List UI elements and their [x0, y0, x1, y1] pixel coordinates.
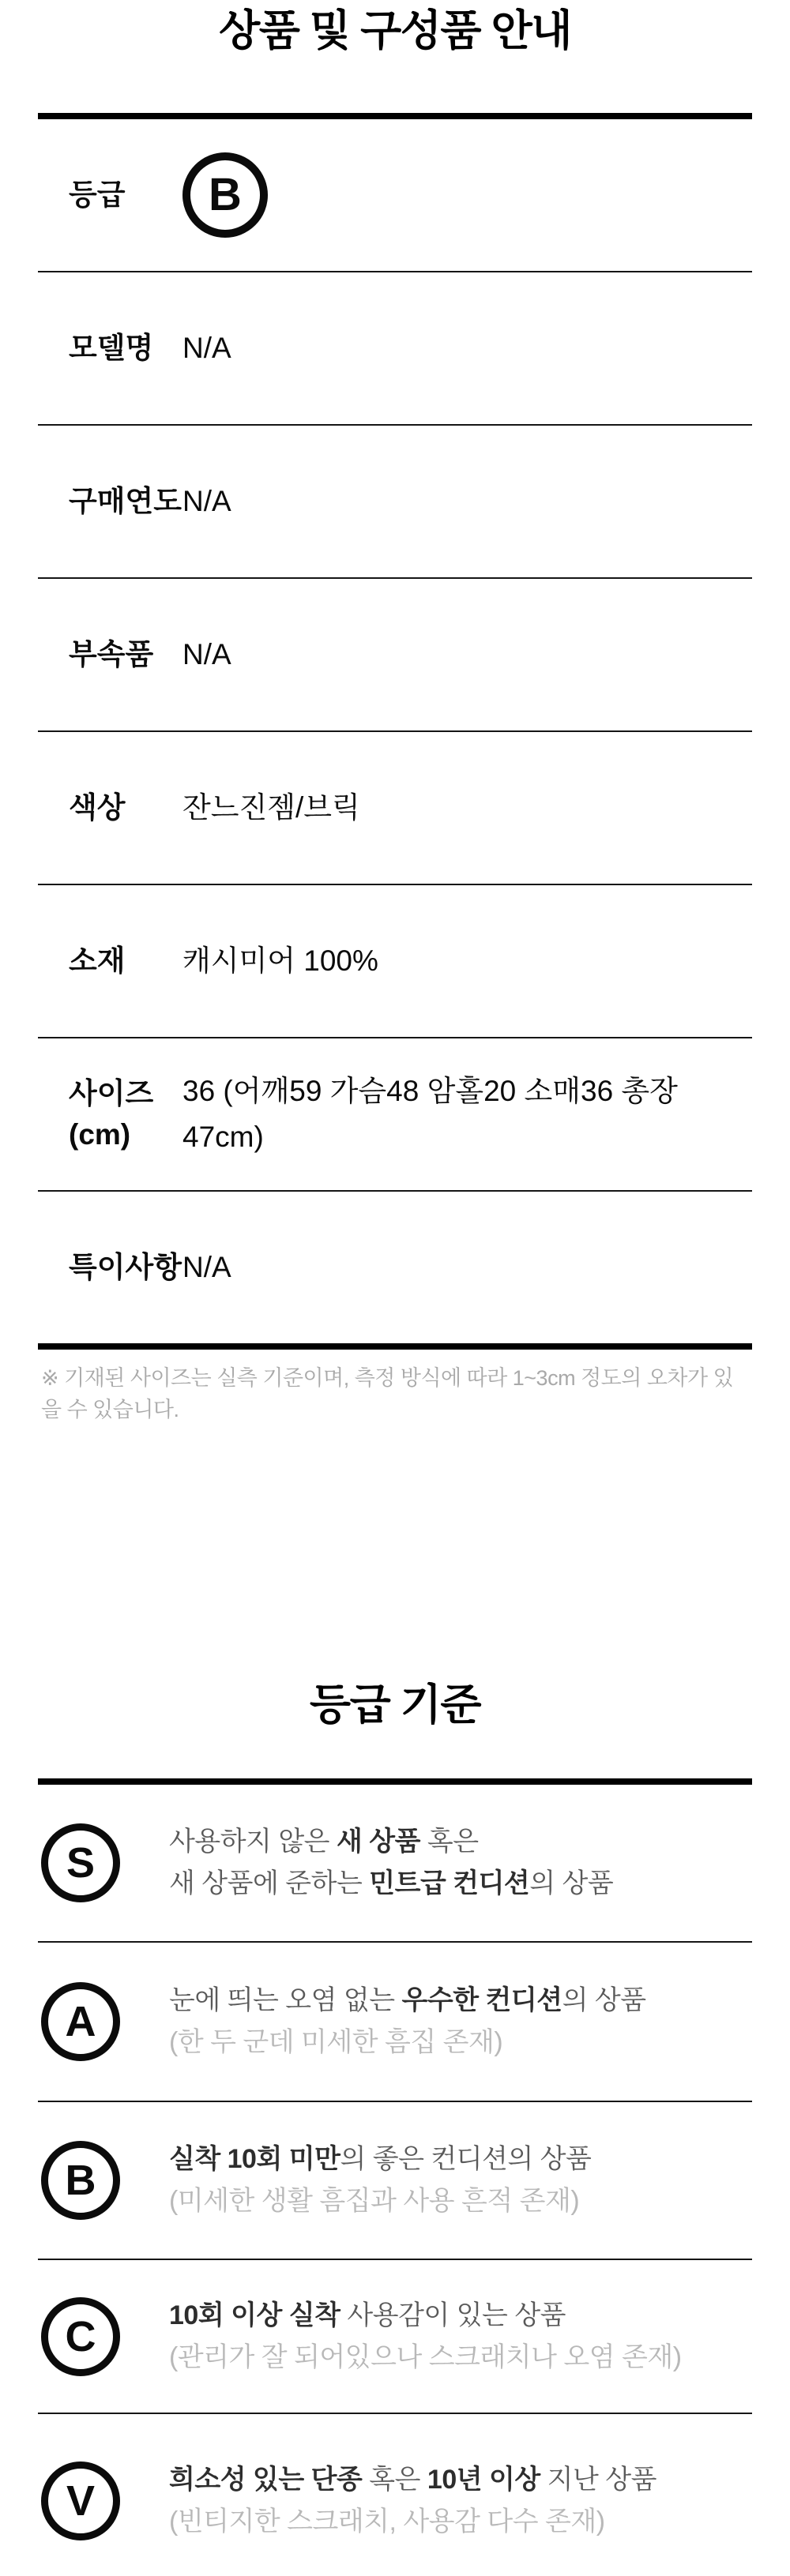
grade-sub-line: (관리가 잘 되어있으나 스크래치나 오염 존재) [169, 2341, 682, 2372]
emphasized-text: 우수한 컨디션 [401, 1985, 562, 2015]
grade-letter: B [65, 2157, 96, 2204]
size-disclaimer-footnote: ※ 기재된 사이즈는 실측 기준이며, 측정 방식에 따라 1~3cm 정도의 오차가 있을 수 있습니다. [41, 1366, 734, 1421]
grade-row-v [38, 2413, 752, 2576]
grade-description [169, 2295, 682, 2379]
spec-value: N/A [182, 332, 231, 364]
divider-thick-table-bottom [38, 1343, 752, 1350]
spec-row-purchase-year [38, 424, 752, 577]
grade-description [169, 2459, 656, 2543]
spec-label: 소재 [69, 944, 126, 977]
grade-sub-line: (한 두 군데 미세한 흠집 존재) [169, 2027, 503, 2057]
emphasized-text: 10회 이상 실착 [169, 2300, 340, 2330]
grade-desc-line [169, 1821, 613, 1863]
regular-text: 사용하지 않은 [169, 1827, 337, 1857]
spec-label: 사이즈 (cm) [69, 1077, 154, 1151]
regular-text: 의 좋은 컨디션의 상품 [340, 2144, 592, 2174]
grade-badge-letter: B [209, 169, 242, 220]
grade-row-s [38, 1785, 752, 1941]
regular-text: 의 상품 [562, 1985, 646, 2015]
grade-row-a [38, 1941, 752, 2101]
grade-description [169, 2139, 591, 2222]
spec-label: 부속품 [69, 638, 154, 670]
regular-text: 사용감이 있는 상품 [340, 2300, 566, 2330]
spec-value: N/A [182, 638, 231, 670]
spec-label: 모델명 [69, 332, 154, 364]
product-info-title: 상품 및 구성품 안내 [219, 7, 571, 54]
spec-value: 잔느진젬/브릭 [182, 791, 360, 824]
divider-thick-grades-top [38, 1778, 752, 1785]
spec-value: 36 (어깨59 가슴48 암홀20 소매36 총장 47cm) [182, 1075, 678, 1153]
grade-s-circle-icon [41, 1823, 120, 1902]
grade-b-circle-icon [41, 2141, 120, 2220]
content-column [38, 0, 752, 2576]
regular-text: 새 상품에 준하는 [169, 1868, 370, 1898]
grade-c-circle-icon [41, 2297, 120, 2376]
spec-row-color [38, 730, 752, 884]
spec-label: 구매연도 [69, 485, 182, 517]
emphasized-text: 새 상품 [336, 1827, 420, 1857]
grade-desc-line [169, 1863, 613, 1905]
grade-letter: S [66, 1839, 96, 1887]
grade-a-circle-icon [41, 1982, 120, 2061]
grade-v-circle-icon [41, 2461, 120, 2540]
spec-table [38, 119, 752, 1343]
grade-letter: A [65, 1998, 96, 2045]
emphasized-text: 희소성 있는 단종 [169, 2465, 363, 2495]
spec-row-model [38, 271, 752, 424]
spec-row-size [38, 1037, 752, 1190]
grade-desc-line [169, 1980, 646, 2022]
regular-text: 눈에 띄는 오염 없는 [169, 1985, 402, 2015]
grade-desc-line [169, 2459, 656, 2501]
spec-row-material [38, 884, 752, 1037]
regular-text: 혹은 [419, 1827, 479, 1857]
emphasized-text: 10년 이상 [427, 2465, 540, 2495]
grade-desc-line [169, 2295, 682, 2337]
spec-row-accessories [38, 577, 752, 730]
spec-label: 등급 [69, 178, 126, 211]
grade-sub-line: (미세한 생활 흠집과 사용 흔적 존재) [169, 2186, 580, 2216]
grade-row-b [38, 2101, 752, 2259]
grade-letter: C [65, 2312, 96, 2360]
grade-badge-circle-icon [182, 152, 268, 238]
grade-sub-line: (빈티지한 스크래치, 사용감 다수 존재) [169, 2507, 605, 2537]
grade-letter: V [66, 2477, 96, 2525]
spec-label: 특이사항 [69, 1251, 182, 1283]
regular-text: 의 상품 [529, 1868, 614, 1898]
spec-row-notes [38, 1190, 752, 1343]
regular-text: 지난 상품 [540, 2465, 656, 2495]
grade-criteria-title: 등급 기준 [309, 1681, 481, 1729]
spec-label: 색상 [69, 791, 126, 824]
grade-description [169, 1980, 646, 2063]
spec-value-grade [182, 152, 268, 238]
spec-value: N/A [182, 485, 231, 517]
grade-row-c [38, 2259, 752, 2413]
spec-value: N/A [182, 1251, 231, 1283]
grade-description [169, 1821, 613, 1905]
emphasized-text: 실착 10회 미만 [169, 2144, 340, 2174]
spec-value: 캐시미어 100% [182, 944, 378, 977]
grade-desc-line [169, 2139, 591, 2180]
spec-row-grade [38, 119, 752, 271]
regular-text: 혹은 [362, 2465, 427, 2495]
grade-criteria-list [38, 1785, 752, 2576]
divider-thick-top [38, 113, 752, 119]
emphasized-text: 민트급 컨디션 [369, 1868, 530, 1898]
